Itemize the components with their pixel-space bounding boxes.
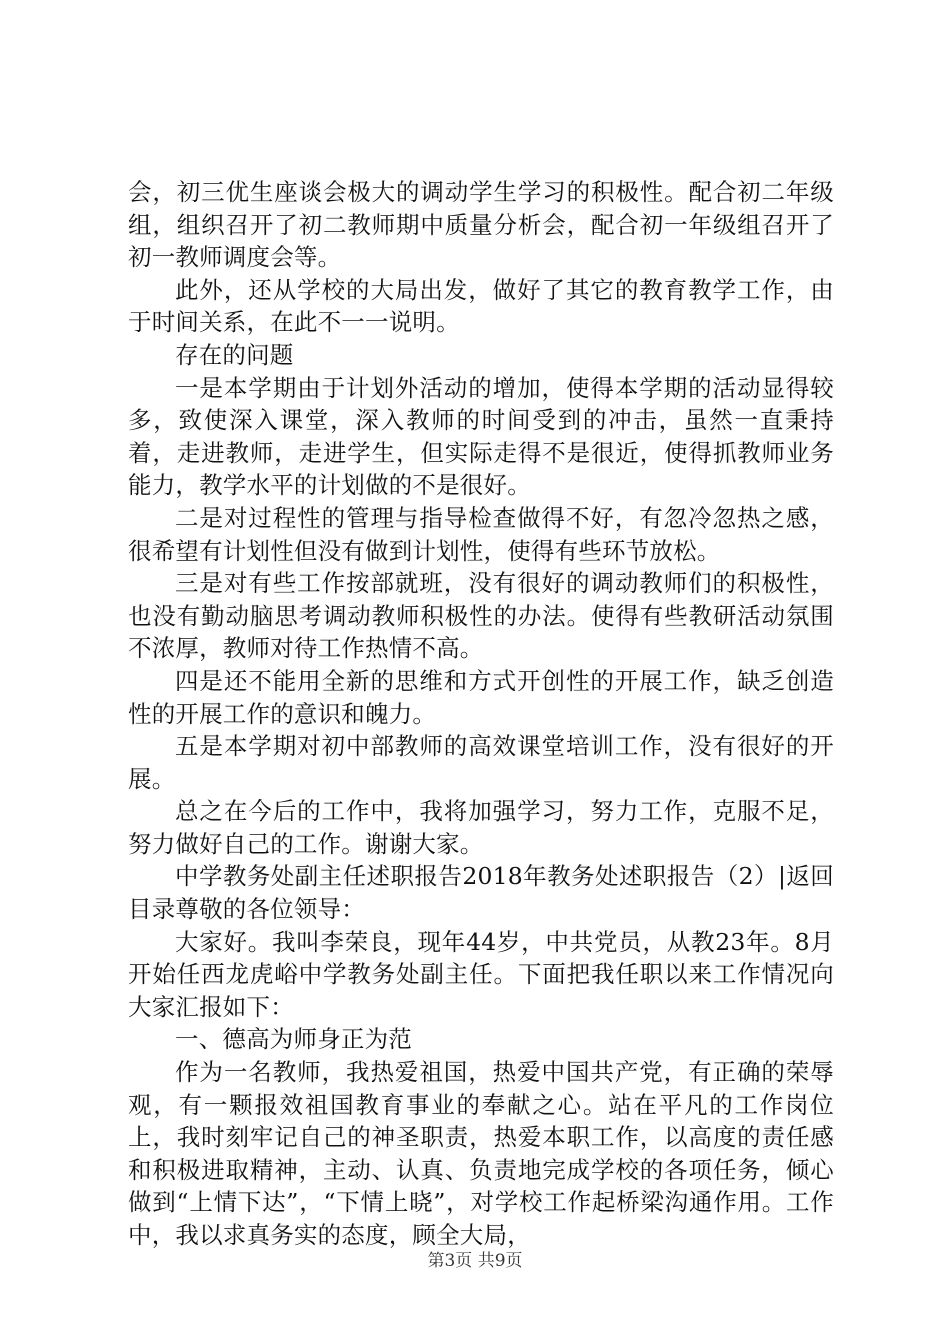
paragraph: 大家好。我叫李荣良，现年44岁，中共党员，从教23年。8月开始任西龙虎峪中学教务处副主任。下面把我任职以来工作情况向大家汇报如下： — [128, 927, 834, 1021]
paragraph: 总之在今后的工作中，我将加强学习，努力工作，克服不足，努力做好自己的工作。谢谢大家。 — [128, 797, 834, 858]
page-footer: 第3页 共9页 — [427, 1251, 523, 1271]
document-body — [128, 176, 834, 1252]
paragraph-continuation: 会，初三优生座谈会极大的调动学生学习的积极性。配合初二年级组，组织召开了初二教师期中质量分析会，配合初一年级组召开了初一教师调度会等。 — [128, 178, 834, 272]
paragraph: 作为一名教师，我热爱祖国，热爱中国共产党，有正确的荣辱观，有一颗报效祖国教育事业的奉献之心。站在平凡的工作岗位上，我时刻牢记自己的神圣职责，热爱本职工作，以高度的责任感和积极进取精神，主动、认真、负责地完成学校的各项任务，倾心做到“上情下达”，“下情上晓”，对学校工作起桥梁沟通作用。工作中，我以求真务实的态度，顾全大局， — [128, 1058, 834, 1249]
paragraph: 一是本学期由于计划外活动的增加，使得本学期的活动显得较多，致使深入课堂，深入教师的时间受到的冲击，虽然一直秉持着，走进教师，走进学生，但实际走得不是很近，使得抓教师业务能力，教学水平的计划做的不是很好。 — [128, 373, 834, 500]
paragraph: 二是对过程性的管理与指导检查做得不好，有忽冷忽热之感，很希望有计划性但没有做到计划性，使得有些环节放松。 — [128, 503, 834, 565]
section-heading-problems: 存在的问题 — [175, 340, 294, 369]
section-heading-virtue: 一、德高为师身正为范 — [175, 1025, 412, 1054]
paragraph: 五是本学期对初中部教师的高效课堂培训工作，没有很好的开展。 — [128, 732, 834, 793]
report-title-line: 中学教务处副主任述职报告2018年教务处述职报告（2）|返回目录尊敬的各位领导： — [128, 862, 834, 924]
paragraph: 四是还不能用全新的思维和方式开创性的开展工作，缺乏创造性的开展工作的意识和魄力。 — [128, 666, 834, 728]
paragraph: 三是对有些工作按部就班，没有很好的调动教师们的积极性，也没有勤动脑思考调动教师积极性的办法。使得有些教研活动氛围不浓厚，教师对待工作热情不高。 — [128, 569, 834, 663]
paragraph: 此外，还从学校的大局出发，做好了其它的教育教学工作，由于时间关系，在此不一一说明。 — [128, 275, 834, 337]
